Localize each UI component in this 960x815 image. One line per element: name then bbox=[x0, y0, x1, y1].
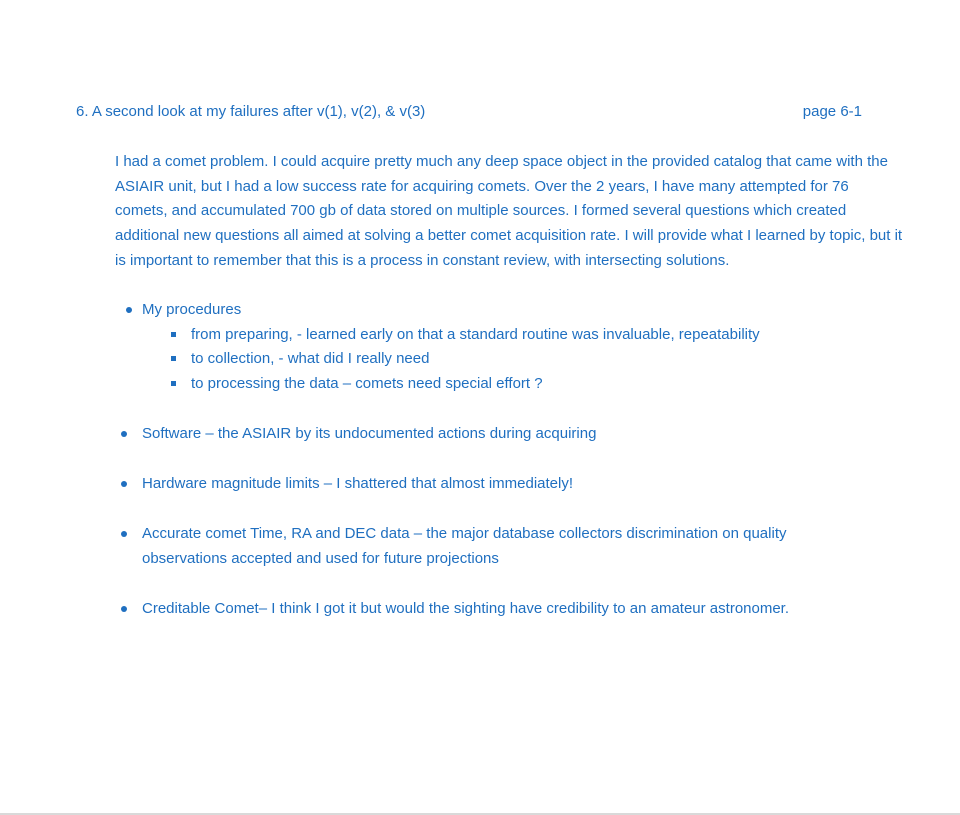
bullet-icon bbox=[121, 606, 127, 612]
page-header bbox=[76, 101, 862, 123]
sub-item-label: to processing the data – comets need special effort ? bbox=[191, 375, 543, 392]
bullet-icon bbox=[121, 431, 127, 437]
list-item-label: My procedures bbox=[142, 301, 242, 318]
square-bullet-icon bbox=[171, 332, 176, 337]
bullet-icon bbox=[121, 481, 127, 487]
list-item-label: Software – the ASIAIR by its undocumented actions during acquiring bbox=[142, 425, 597, 442]
intro-paragraph: I had a comet problem. I could acquire pretty much any deep space object in the provided catalog that came with the ASIAIR unit, but I had a low success rate for acquiring comets. Over the 2 years, I have many attempted for 76 comets, and accumulated 700 gb of data stored on multiple sources. I formed several questions which created additional new questions all aimed at solving a better comet acquisition rate. I will provide what I learned by topic, but it is important to remember that this is a process in constant review, with intersecting solutions. bbox=[115, 153, 903, 269]
page-number: page 6-1 bbox=[802, 103, 862, 120]
list-item-label: Hardware magnitude limits – I shattered that almost immediately! bbox=[142, 475, 574, 492]
bullet-icon bbox=[126, 307, 132, 313]
list-item-hardware bbox=[142, 472, 862, 497]
sub-item-processing bbox=[191, 372, 543, 397]
sub-item-label: to collection, - what did I really need bbox=[191, 350, 430, 367]
square-bullet-icon bbox=[171, 381, 176, 386]
bullet-icon bbox=[121, 531, 127, 537]
sub-item-label: from preparing, - learned early on that a standard routine was invaluable, repeatability bbox=[191, 326, 760, 343]
list-item-comet-data bbox=[142, 522, 862, 571]
list-item-label: Creditable Comet– I think I got it but would the sighting have credibility to an amateur astronomer. bbox=[142, 600, 790, 617]
square-bullet-icon bbox=[171, 356, 176, 361]
list-item-software bbox=[142, 422, 862, 447]
section-title: 6. A second look at my failures after v(1), v(2), & v(3) bbox=[76, 103, 426, 120]
list-item-procedures bbox=[142, 298, 862, 323]
list-item-label: Accurate comet Time, RA and DEC data – the major database collectors discrimination on quality observations accepted and used for future projections bbox=[142, 525, 787, 567]
sub-item-collection bbox=[191, 347, 429, 372]
sub-item-preparing bbox=[191, 323, 760, 348]
list-item-creditable-comet bbox=[142, 597, 862, 622]
